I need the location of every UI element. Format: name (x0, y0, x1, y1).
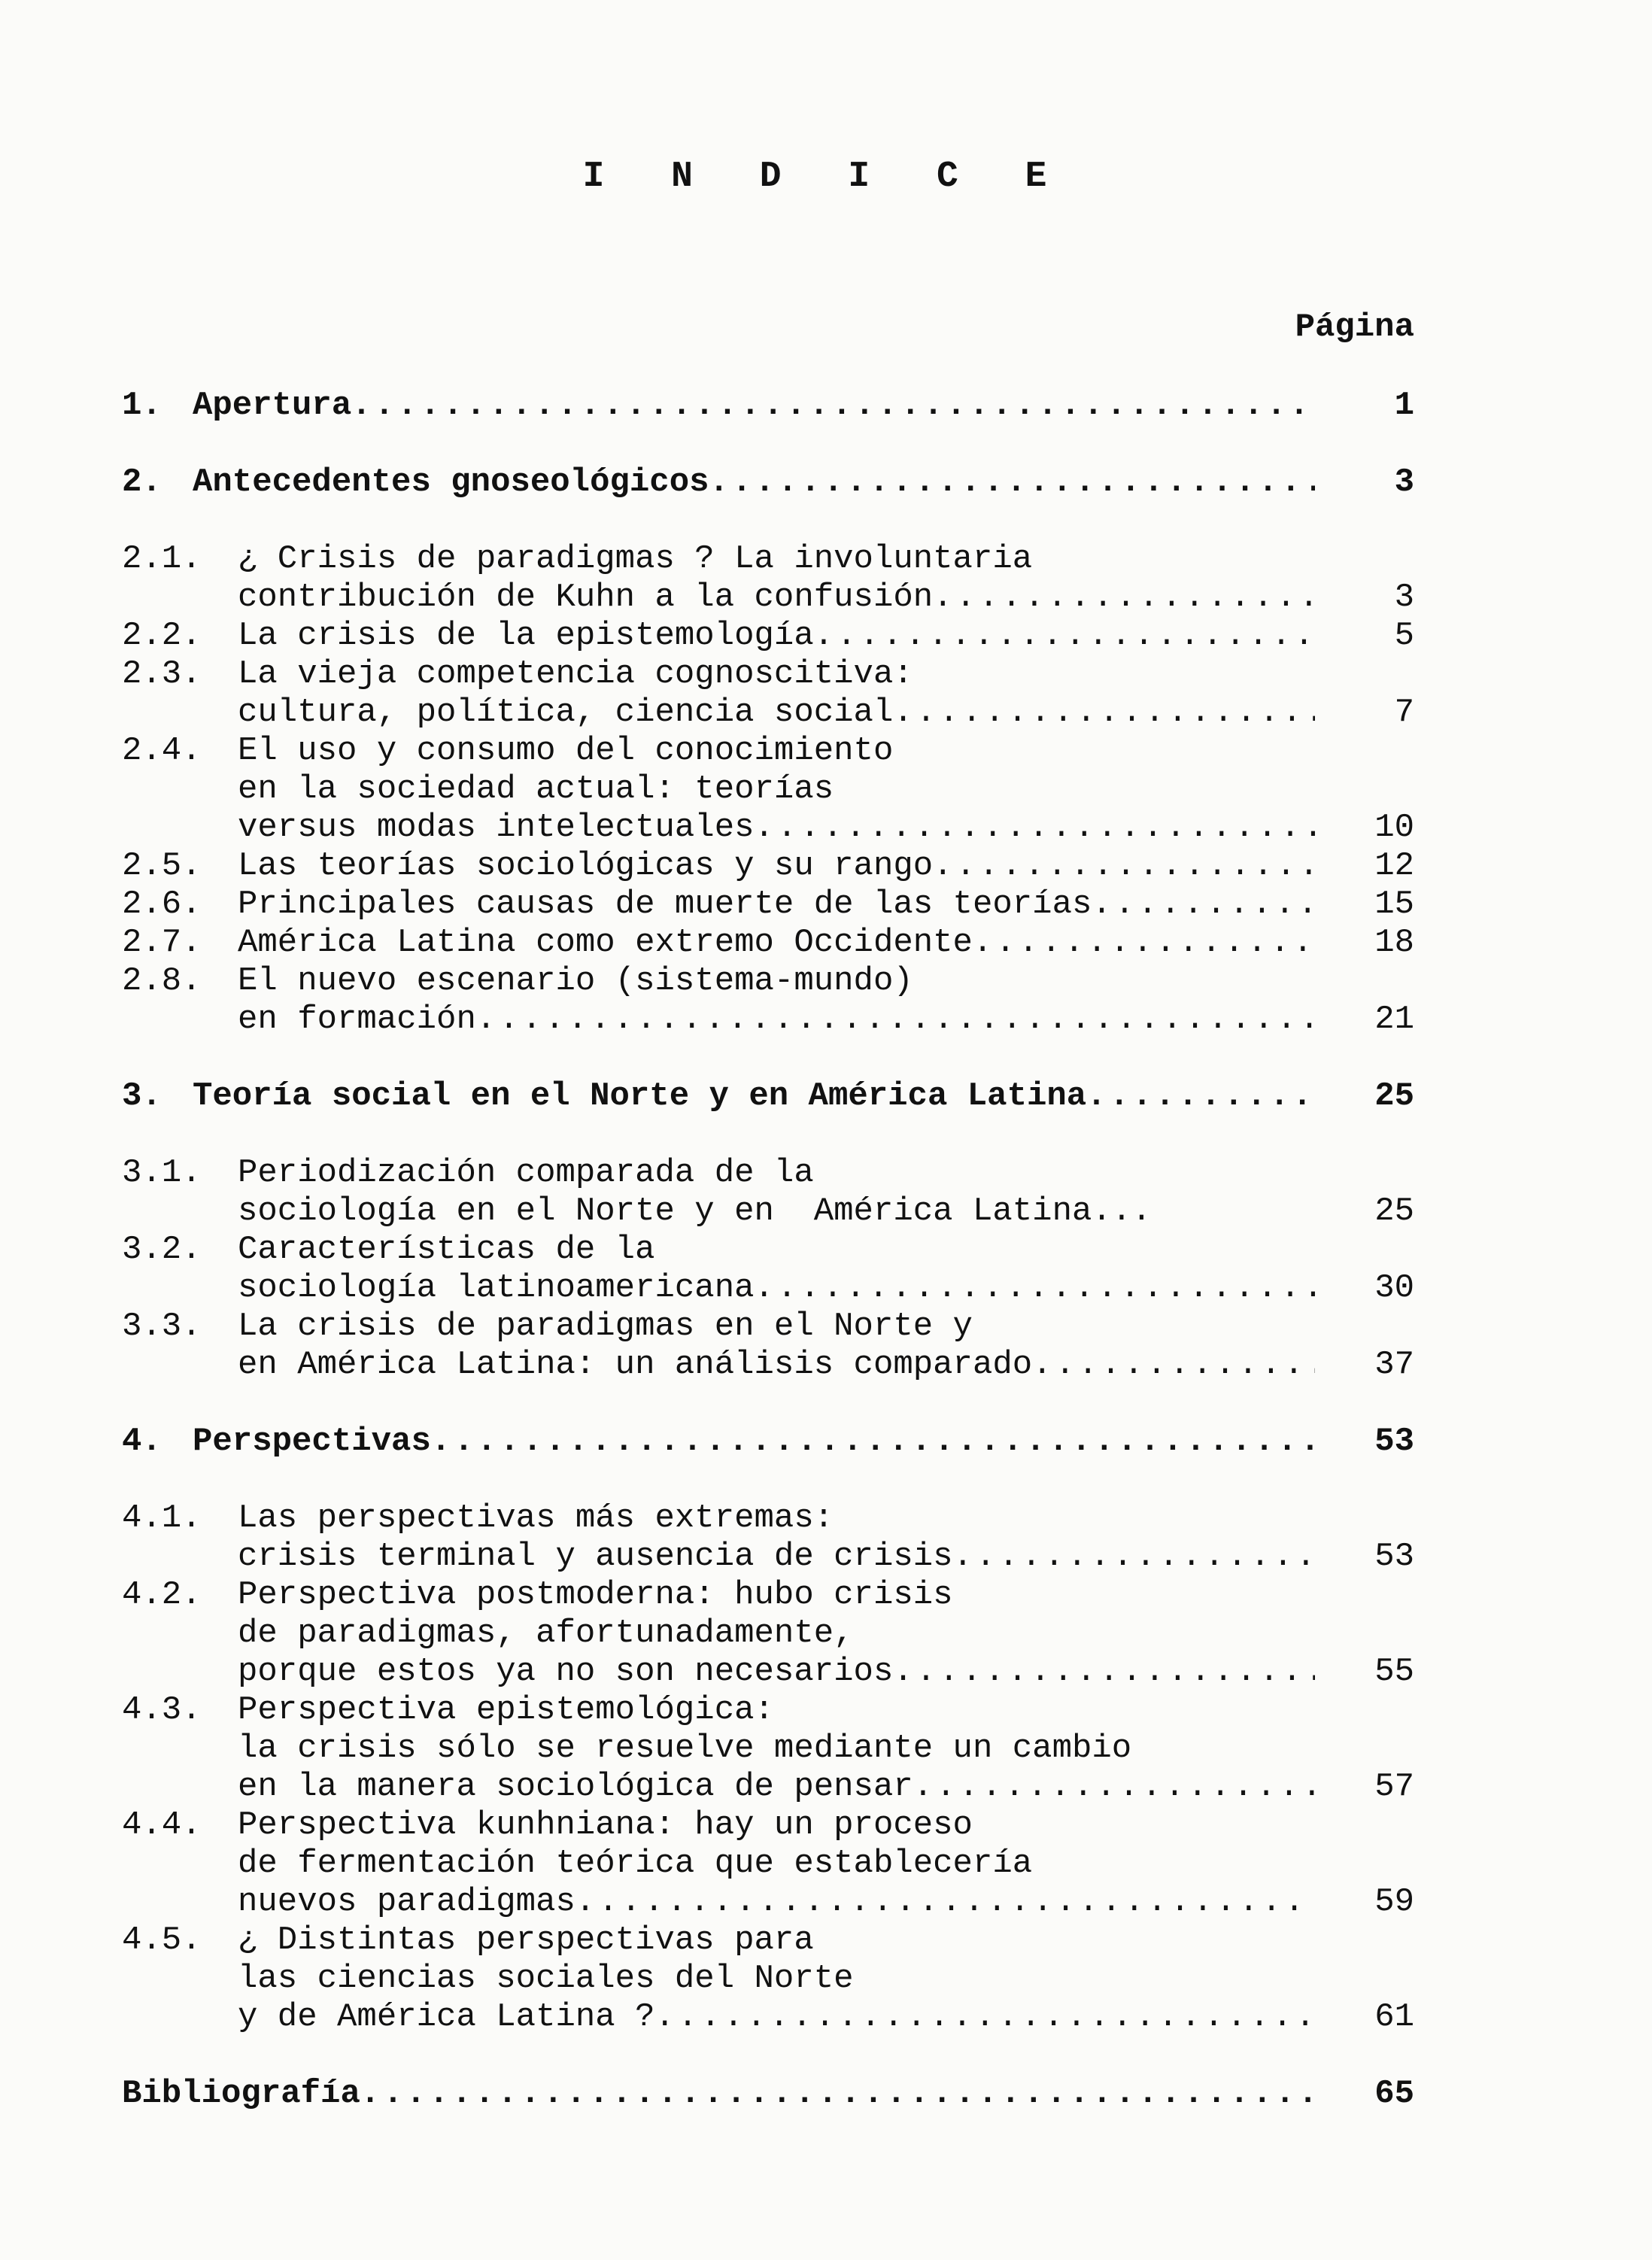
dot-leader (1086, 1077, 1315, 1116)
toc-page-number: 25 (1374, 1077, 1414, 1115)
toc-entry-number: 2.4. (122, 732, 202, 770)
dot-leader (655, 1998, 1316, 2037)
toc-entry-text: Perspectiva epistemológica: (238, 1691, 774, 1729)
toc-entry-text: porque estos ya no son necesarios (238, 1653, 894, 1690)
toc-entry-text: Antecedentes gnoseológicos (193, 463, 709, 501)
toc-entry-text: nuevos paradigmas (238, 1883, 575, 1921)
toc-entry-text: Perspectivas (193, 1423, 431, 1460)
dot-leader (913, 1768, 1315, 1806)
toc-entry-number: 1. (122, 387, 162, 424)
toc-entry[interactable] (122, 1806, 1414, 1921)
toc-entry-text: la crisis sólo se resuelve mediante un cambio (238, 1730, 1132, 1767)
dot-leader (933, 579, 1315, 617)
toc-page-number: 30 (1374, 1269, 1414, 1307)
toc-entry-text: El uso y consumo del conocimiento (238, 732, 894, 770)
toc-entry-text: sociología en el Norte y en América Latina... (238, 1192, 1152, 1230)
toc-entry-text: Principales causas de muerte de las teorías (238, 885, 1092, 923)
toc-entry-number: 3.3. (122, 1308, 202, 1345)
toc-entry-text: sociología latinoamericana (238, 1269, 755, 1307)
toc-page-number: 3 (1394, 579, 1414, 616)
toc-entry-number: 2.1. (122, 540, 202, 578)
toc-page-number: 37 (1374, 1346, 1414, 1384)
toc-page-number: 53 (1374, 1538, 1414, 1575)
toc-entry-number: 3.2. (122, 1231, 202, 1268)
toc-entry-number: 2.3. (122, 655, 202, 693)
toc-entry[interactable] (122, 387, 1414, 425)
toc-entry-number: 2.2. (122, 617, 202, 655)
toc-entry[interactable] (122, 655, 1414, 732)
toc-entry[interactable] (122, 540, 1414, 617)
toc-entry-number: 2. (122, 463, 162, 501)
toc-entry[interactable] (122, 1499, 1414, 1576)
table-of-contents (122, 387, 1414, 2113)
toc-entry[interactable] (122, 1576, 1414, 1691)
toc-entry-text: en formación (238, 1001, 476, 1038)
toc-entry-text: cultura, política, ciencia social (238, 694, 894, 731)
toc-page-number: 55 (1374, 1653, 1414, 1690)
toc-page-number: 57 (1374, 1768, 1414, 1806)
toc-page-number: 25 (1374, 1192, 1414, 1230)
toc-entry[interactable] (122, 732, 1414, 847)
dot-leader (893, 1653, 1315, 1691)
toc-entry-text: El nuevo escenario (sistema-mundo) (238, 962, 913, 1000)
toc-entry[interactable] (122, 1691, 1414, 1806)
toc-entry-number: 2.7. (122, 924, 202, 961)
toc-entry-text: ¿ Distintas perspectivas para (238, 1921, 814, 1959)
toc-entry[interactable] (122, 463, 1414, 502)
toc-entry-number: 4.1. (122, 1499, 202, 1537)
toc-entry-text: de paradigmas, afortunadamente, (238, 1615, 854, 1652)
toc-entry[interactable] (122, 1921, 1414, 2037)
dot-leader (755, 809, 1315, 847)
dot-leader (1032, 1346, 1315, 1384)
toc-entry-text: Perspectiva postmoderna: hubo crisis (238, 1576, 953, 1614)
toc-page-number: 7 (1394, 694, 1414, 731)
dot-leader (360, 2075, 1315, 2113)
toc-entry-text: Características de la (238, 1231, 655, 1268)
toc-page-number: 15 (1374, 885, 1414, 923)
toc-entry-text: Periodización comparada de la (238, 1154, 814, 1192)
toc-entry-number: 4.3. (122, 1691, 202, 1729)
toc-entry-text: en América Latina: un análisis comparado (238, 1346, 1033, 1384)
toc-entry[interactable] (122, 847, 1414, 885)
toc-entry-text: contribución de Kuhn a la confusión (238, 579, 934, 616)
toc-entry-text: ¿ Crisis de paradigmas ? La involuntaria (238, 540, 1033, 578)
dot-leader (351, 387, 1315, 425)
toc-page-number: 18 (1374, 924, 1414, 961)
page-column-header: Página (1295, 308, 1414, 346)
toc-entry[interactable] (122, 1423, 1414, 1461)
toc-page-number: 1 (1394, 387, 1414, 424)
toc-entry-text: en la manera sociológica de pensar (238, 1768, 913, 1806)
toc-entry[interactable] (122, 924, 1414, 962)
toc-entry-number: 2.8. (122, 962, 202, 1000)
toc-entry-text: y de América Latina ? (238, 1998, 655, 2036)
toc-entry-text: Apertura (193, 387, 352, 424)
toc-entry-text: Las teorías sociológicas y su rango (238, 847, 934, 885)
toc-entry-text: las ciencias sociales del Norte (238, 1960, 854, 1997)
toc-entry[interactable] (122, 885, 1414, 924)
toc-entry-text: La crisis de la epistemología (238, 617, 814, 655)
dot-leader (1092, 885, 1315, 924)
dot-leader (973, 924, 1315, 962)
toc-page-number: 10 (1374, 809, 1414, 846)
dot-leader (893, 694, 1315, 732)
toc-page-number: 61 (1374, 1998, 1414, 2036)
dot-leader (953, 1538, 1315, 1576)
toc-page-number: 12 (1374, 847, 1414, 885)
index-title: I N D I C E (582, 156, 1070, 197)
toc-page-number: 65 (1374, 2075, 1414, 2113)
toc-page-number: 3 (1394, 463, 1414, 501)
toc-entry-number: 4.2. (122, 1576, 202, 1614)
toc-page-number: 21 (1374, 1001, 1414, 1038)
toc-entry[interactable] (122, 2075, 1414, 2113)
toc-entry-text: crisis terminal y ausencia de crisis (238, 1538, 953, 1575)
dot-leader (755, 1269, 1315, 1308)
dot-leader (814, 617, 1315, 655)
dot-leader (431, 1423, 1315, 1461)
toc-entry[interactable] (122, 1231, 1414, 1308)
toc-entry-text: Perspectiva kunhniana: hay un proceso (238, 1806, 973, 1844)
toc-entry-text: Las perspectivas más extremas: (238, 1499, 834, 1537)
toc-entry-number: 4.4. (122, 1806, 202, 1844)
toc-entry-text: La crisis de paradigmas en el Norte y (238, 1308, 973, 1345)
toc-page-number: 5 (1394, 617, 1414, 655)
toc-entry-number: 4.5. (122, 1921, 202, 1959)
toc-entry-number: 4. (122, 1423, 162, 1460)
toc-entry-number: 3. (122, 1077, 162, 1115)
toc-entry-number: 2.6. (122, 885, 202, 923)
toc-entry-text: de fermentación teórica que establecería (238, 1845, 1033, 1882)
toc-entry-number: 2.5. (122, 847, 202, 885)
dot-leader (933, 847, 1315, 885)
toc-entry-text: en la sociedad actual: teorías (238, 770, 834, 808)
toc-entry[interactable] (122, 1308, 1414, 1384)
toc-entry[interactable] (122, 962, 1414, 1039)
toc-entry-text: América Latina como extremo Occidente (238, 924, 973, 961)
toc-entry-text: Teoría social en el Norte y en América Latina (193, 1077, 1087, 1115)
toc-entry-text: Bibliografía (122, 2075, 360, 2113)
dot-leader (709, 463, 1315, 502)
toc-entry[interactable] (122, 1077, 1414, 1116)
toc-entry-text: versus modas intelectuales (238, 809, 755, 846)
dot-leader (476, 1001, 1315, 1039)
dot-leader (575, 1883, 1315, 1921)
toc-page-number: 59 (1374, 1883, 1414, 1921)
toc-entry-number: 3.1. (122, 1154, 202, 1192)
toc-entry[interactable] (122, 617, 1414, 655)
toc-entry-text: La vieja competencia cognoscitiva: (238, 655, 913, 693)
toc-page-number: 53 (1374, 1423, 1414, 1460)
toc-entry[interactable] (122, 1154, 1414, 1231)
